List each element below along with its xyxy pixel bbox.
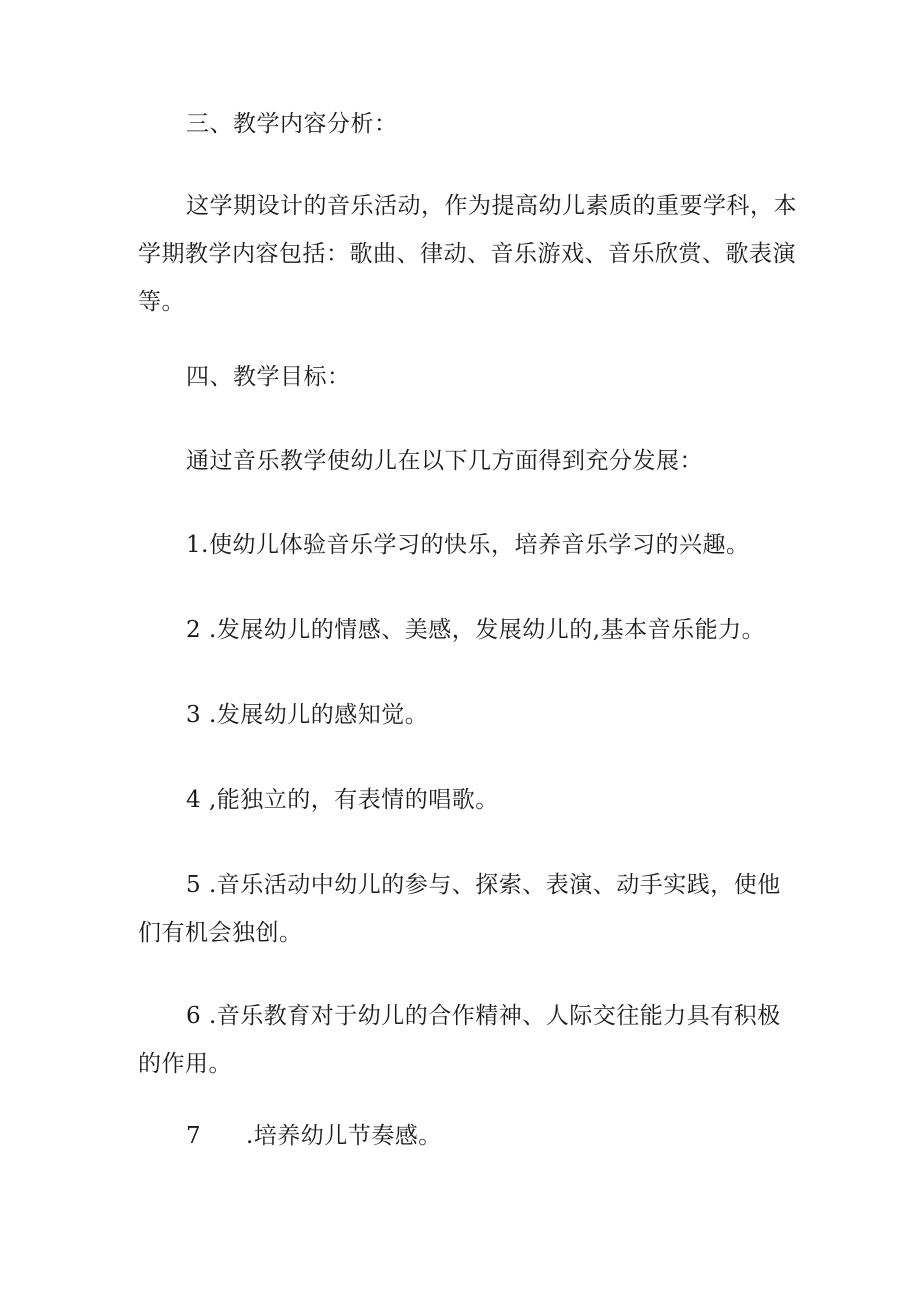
list-item-text: .培养幼儿节奏感。 [246,1123,442,1149]
list-item: 1.使幼儿体验音乐学习的快乐，培养音乐学习的兴趣。 [186,532,750,558]
section-3-body: 这学期设计的音乐活动，作为提高幼儿素质的重要学科，本 学期教学内容包括：歌曲、律动、音乐游戏、音乐欣赏、歌表演 等。 [138,193,797,315]
list-item: 4 ,能独立的，有表情的唱歌。 [186,787,499,813]
section-4-heading: 四、教学目标： [186,364,351,390]
list-item: 6 .音乐教育对于幼儿的合作精神、人际交往能力具有积极 的作用。 [138,1003,781,1077]
list-item-number: 7 [186,1123,202,1149]
section-3-heading: 三、教学内容分析： [186,111,398,137]
list-item [138,1112,788,1160]
list-item: 2 .发展幼儿的情感、美感，发展幼儿的,基本音乐能力。 [186,617,766,643]
list-item: 5 .音乐活动中幼儿的参与、探索、表演、动手实践，使他 们有机会独创。 [138,872,781,946]
list-item: 3 .发展幼儿的感知觉。 [186,702,429,728]
section-4-intro: 通过音乐教学使幼儿在以下几方面得到充分发展： [186,448,703,474]
